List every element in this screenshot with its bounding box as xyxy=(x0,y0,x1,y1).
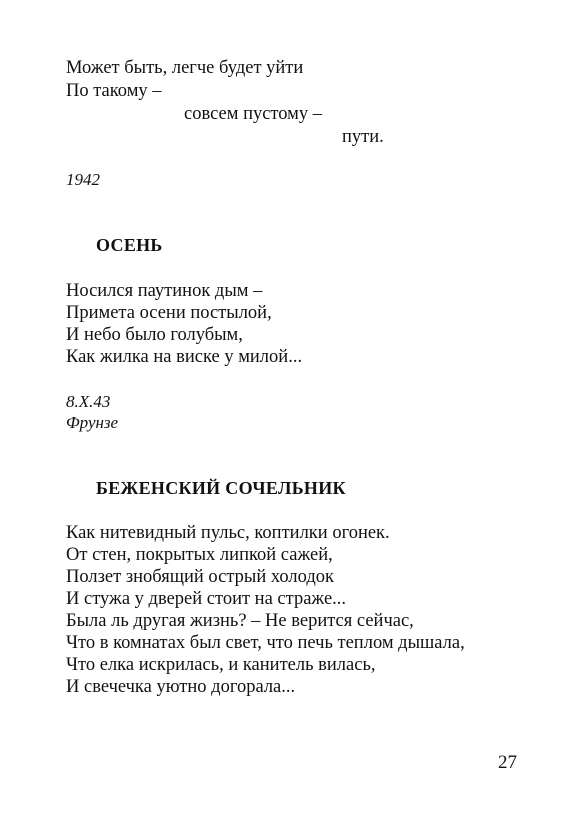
poem-line: совсем пустому – xyxy=(184,104,323,124)
poem-line: Как нитевидный пульс, коптилки огонек. xyxy=(66,523,390,543)
poem-title: ОСЕНЬ xyxy=(96,235,163,255)
poem-line: Носился паутинок дым – xyxy=(66,281,263,301)
poem-line: Может быть, легче будет уйти xyxy=(66,58,304,78)
poem-line: Ползет знобящий острый холодок xyxy=(66,567,335,587)
poem-line: Как жилка на виске у милой... xyxy=(66,347,303,367)
poem-line: Была ль другая жизнь? – Не верится сейчас, xyxy=(66,611,414,631)
poem-line: Что в комнатах был свет, что печь теплом дышала, xyxy=(66,633,465,653)
page-number: 27 xyxy=(498,752,517,773)
poem-line: От стен, покрытых липкой сажей, xyxy=(66,545,333,565)
poem-line: И небо было голубым, xyxy=(66,325,243,345)
poem-line: По такому – xyxy=(66,81,162,101)
poem-date: 8.X.43 xyxy=(66,392,111,411)
poem-line: пути. xyxy=(342,127,384,147)
poem-line: И свечечка уютно догорала... xyxy=(66,677,296,697)
poem-place: Фрунзе xyxy=(66,413,119,432)
poem-line: Примета осени постылой, xyxy=(66,303,272,323)
poem-line: И стужа у дверей стоит на страже... xyxy=(66,589,347,609)
poem-title: БЕЖЕНСКИЙ СОЧЕЛЬНИК xyxy=(96,478,346,498)
poem-line: Что елка искрилась, и канитель вилась, xyxy=(66,655,376,675)
poem-date: 1942 xyxy=(66,170,100,189)
